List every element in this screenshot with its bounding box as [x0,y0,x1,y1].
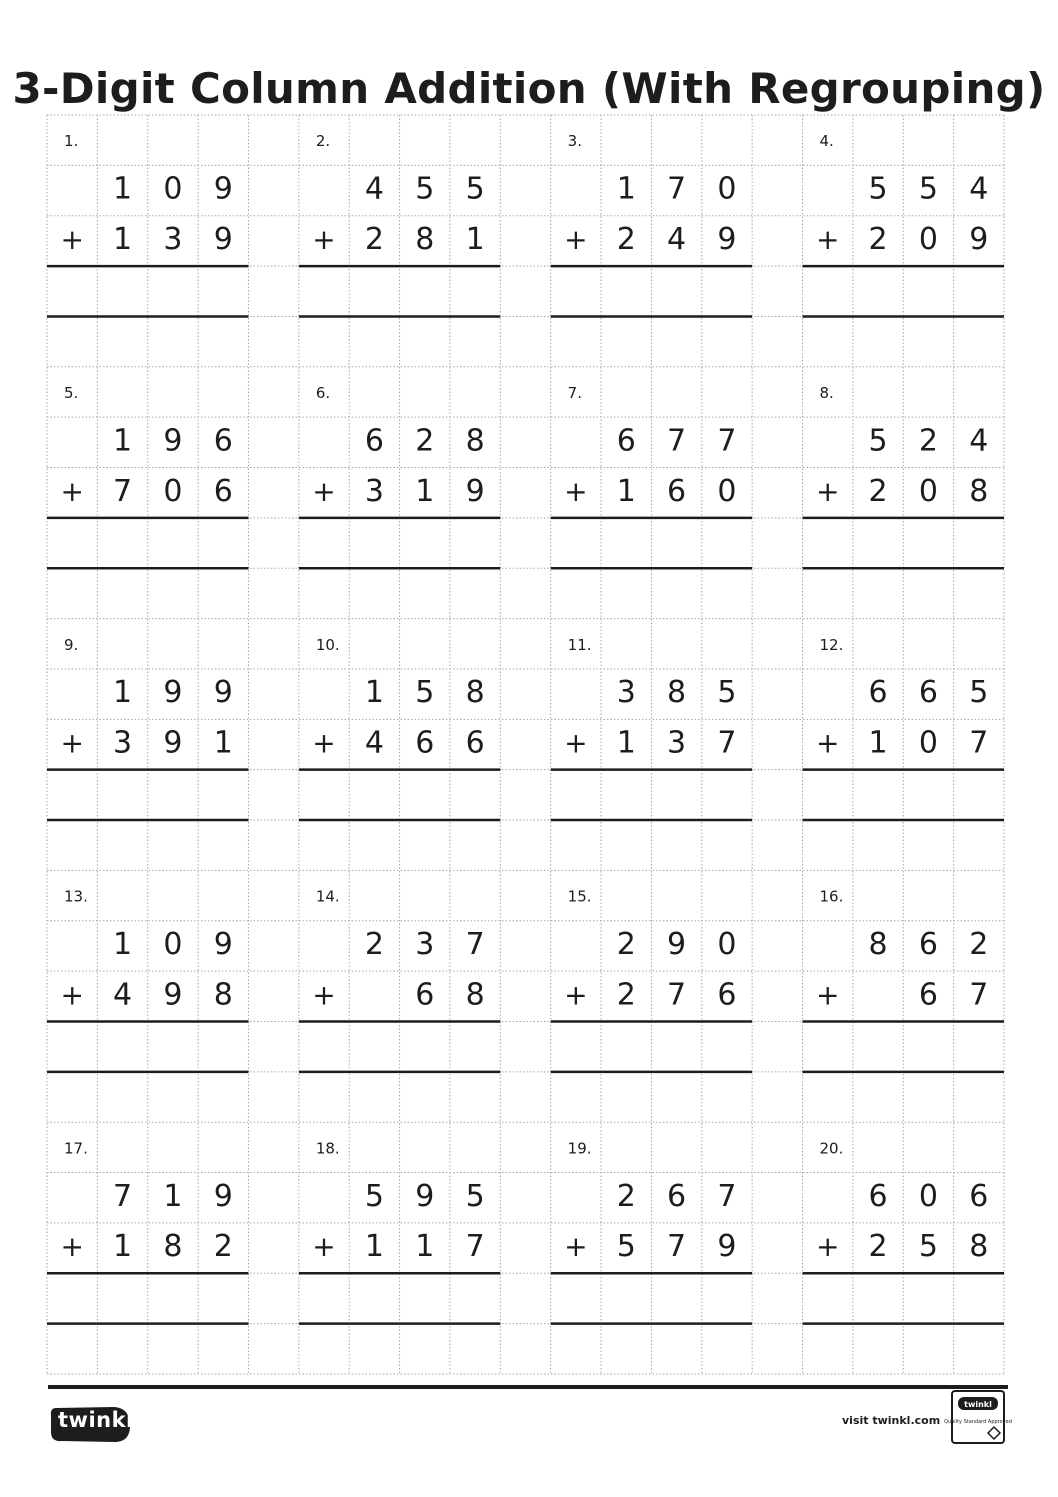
addend-bottom-digit: 6 [918,977,938,1013]
addend-bottom-digit: 7 [667,1229,687,1265]
plus-sign: + [564,978,588,1012]
page-title: 3-Digit Column Addition (With Regrouping) [12,64,1046,114]
addend-top-digit: 4 [969,423,989,459]
addend-bottom-digit: 6 [465,725,485,761]
problem-number: 2. [315,132,331,151]
addend-top-digit: 9 [213,926,233,962]
addend-top-digit: 5 [868,171,888,207]
plus-sign: + [564,222,588,256]
problem-number: 5. [64,384,79,403]
plus-sign: + [815,726,840,760]
problem-number: 20. [819,1139,844,1158]
addend-bottom-digit: 5 [918,1229,938,1265]
addend-top-digit: 9 [667,926,687,962]
addend-bottom-digit: 9 [717,221,737,257]
addend-top-digit: 4 [969,171,989,207]
addend-top-digit: 7 [667,171,687,207]
addend-top-digit: 1 [163,1178,183,1214]
addend-top-digit: 2 [616,1178,636,1214]
problem-number: 3. [567,132,582,151]
plus-sign: + [564,474,588,508]
addend-top-digit: 0 [163,926,183,962]
addend-top-digit: 7 [465,926,485,962]
addend-bottom-digit: 7 [667,977,687,1013]
badge-logo-text: twinkl [964,1400,992,1409]
addend-top-digit: 5 [465,171,485,207]
addend-bottom-digit: 7 [969,725,989,761]
plus-sign: + [60,1230,84,1264]
addend-bottom-digit: 2 [364,221,384,257]
addend-top-digit: 6 [868,675,888,711]
plus-sign: + [815,222,840,256]
addend-top-digit: 9 [213,675,233,711]
quality-standard-badge [944,1389,1012,1445]
addend-bottom-digit: 0 [717,473,737,509]
plus-sign: + [312,726,336,760]
addend-bottom-digit: 6 [213,473,233,509]
plus-sign: + [60,474,84,508]
addend-bottom-digit: 1 [868,725,888,761]
addend-bottom-digit: 3 [667,725,687,761]
addend-top-digit: 5 [415,171,435,207]
addend-top-digit: 9 [213,171,233,207]
addend-top-digit: 2 [364,926,384,962]
problem-number: 19. [567,1139,592,1158]
addend-top-digit: 8 [465,675,485,711]
addend-top-digit: 8 [868,926,888,962]
addend-top-digit: 0 [918,1178,938,1214]
addend-top-digit: 6 [667,1178,687,1214]
addend-bottom-digit: 8 [465,977,485,1013]
addend-top-digit: 7 [113,1178,133,1214]
addend-top-digit: 2 [918,423,938,459]
addend-bottom-digit: 8 [969,473,989,509]
addend-top-digit: 8 [667,675,687,711]
addend-bottom-digit: 9 [969,221,989,257]
addend-bottom-digit: 9 [163,977,183,1013]
addend-bottom-digit: 2 [868,1229,888,1265]
problem-number: 17. [64,1139,88,1158]
addend-bottom-digit: 1 [415,473,435,509]
addend-top-digit: 6 [616,423,636,459]
addend-top-digit: 1 [364,675,384,711]
addend-top-digit: 6 [918,675,938,711]
addend-top-digit: 2 [415,423,435,459]
visit-link-text: visit twinkl.com [842,1414,941,1427]
addend-bottom-digit: 8 [213,977,233,1013]
problem-number: 7. [567,384,582,403]
addend-top-digit: 9 [213,1178,233,1214]
addend-bottom-digit: 4 [113,977,133,1013]
addend-top-digit: 2 [616,926,636,962]
problem-number: 18. [315,1139,340,1158]
addend-top-digit: 5 [465,1178,485,1214]
addend-bottom-digit: 9 [717,1229,737,1265]
addend-top-digit: 2 [969,926,989,962]
plus-sign: + [312,1230,336,1264]
problem-number: 10. [315,635,340,654]
problem-number: 13. [64,887,88,906]
addend-bottom-digit: 0 [918,725,938,761]
addend-top-digit: 7 [667,423,687,459]
addend-bottom-digit: 1 [465,221,485,257]
addend-bottom-digit: 1 [113,221,133,257]
problem-number: 6. [315,384,331,403]
addend-bottom-digit: 7 [969,977,989,1013]
addend-top-digit: 8 [465,423,485,459]
addend-bottom-digit: 9 [465,473,485,509]
addend-top-digit: 5 [364,1178,384,1214]
addend-top-digit: 6 [213,423,233,459]
addend-bottom-digit: 2 [213,1229,233,1265]
addend-bottom-digit: 8 [163,1229,183,1265]
plus-sign: + [815,1230,840,1264]
footer-divider [48,1385,1008,1389]
addend-bottom-digit: 3 [364,473,384,509]
addend-bottom-digit: 2 [868,473,888,509]
addend-bottom-digit: 1 [616,473,636,509]
addend-top-digit: 7 [717,423,737,459]
addend-bottom-digit: 1 [364,1229,384,1265]
problem-number: 9. [64,635,79,654]
addend-bottom-digit: 9 [213,221,233,257]
addend-top-digit: 5 [868,423,888,459]
addend-top-digit: 1 [616,171,636,207]
addend-top-digit: 0 [163,171,183,207]
problem-number: 16. [819,887,844,906]
addend-bottom-digit: 6 [667,473,687,509]
addend-top-digit: 9 [163,675,183,711]
addend-top-digit: 9 [415,1178,435,1214]
addend-top-digit: 5 [415,675,435,711]
addend-bottom-digit: 2 [868,221,888,257]
addend-top-digit: 0 [717,926,737,962]
problem-number: 8. [819,384,834,403]
addend-bottom-digit: 5 [616,1229,636,1265]
addend-bottom-digit: 0 [918,221,938,257]
addend-top-digit: 0 [717,171,737,207]
addend-bottom-digit: 4 [667,221,687,257]
addend-bottom-digit: 2 [616,977,636,1013]
plus-sign: + [60,978,84,1012]
addend-bottom-digit: 7 [465,1229,485,1265]
addend-bottom-digit: 0 [918,473,938,509]
addend-bottom-digit: 8 [415,221,435,257]
badge-caption-text: Quality Standard Approved [944,1419,1012,1425]
addend-top-digit: 3 [616,675,636,711]
addend-bottom-digit: 2 [616,221,636,257]
addend-bottom-digit: 1 [616,725,636,761]
addend-top-digit: 3 [415,926,435,962]
addend-bottom-digit: 3 [163,221,183,257]
addend-bottom-digit: 6 [717,977,737,1013]
addend-top-digit: 6 [868,1178,888,1214]
addend-top-digit: 1 [113,926,133,962]
addend-top-digit: 6 [969,1178,989,1214]
plus-sign: + [60,222,84,256]
problem-number: 14. [315,887,340,906]
addend-bottom-digit: 1 [415,1229,435,1265]
addend-bottom-digit: 7 [717,725,737,761]
plus-sign: + [60,726,84,760]
addend-bottom-digit: 4 [364,725,384,761]
addend-top-digit: 1 [113,675,133,711]
plus-sign: + [312,222,336,256]
addend-top-digit: 5 [969,675,989,711]
plus-sign: + [564,1230,588,1264]
addend-top-digit: 5 [717,675,737,711]
addend-bottom-digit: 7 [113,473,133,509]
plus-sign: + [312,978,336,1012]
problem-number: 4. [819,132,834,151]
addend-bottom-digit: 1 [113,1229,133,1265]
plus-sign: + [815,474,840,508]
twinkl-logo-text: twinkl [58,1408,134,1432]
addend-top-digit: 6 [918,926,938,962]
plus-sign: + [564,726,588,760]
addend-bottom-digit: 8 [969,1229,989,1265]
plus-sign: + [312,474,336,508]
problem-number: 11. [567,635,592,654]
addend-bottom-digit: 9 [163,725,183,761]
addend-bottom-digit: 6 [415,725,435,761]
addend-top-digit: 6 [364,423,384,459]
addend-top-digit: 7 [717,1178,737,1214]
addend-top-digit: 4 [364,171,384,207]
addend-bottom-digit: 6 [415,977,435,1013]
addend-bottom-digit: 0 [163,473,183,509]
addend-top-digit: 5 [918,171,938,207]
addend-top-digit: 1 [113,423,133,459]
problem-number: 15. [567,887,592,906]
addend-top-digit: 9 [163,423,183,459]
addend-bottom-digit: 1 [213,725,233,761]
problem-number: 12. [819,635,844,654]
plus-sign: + [815,978,840,1012]
problem-number: 1. [64,132,79,151]
addend-top-digit: 1 [113,171,133,207]
addend-bottom-digit: 3 [113,725,133,761]
